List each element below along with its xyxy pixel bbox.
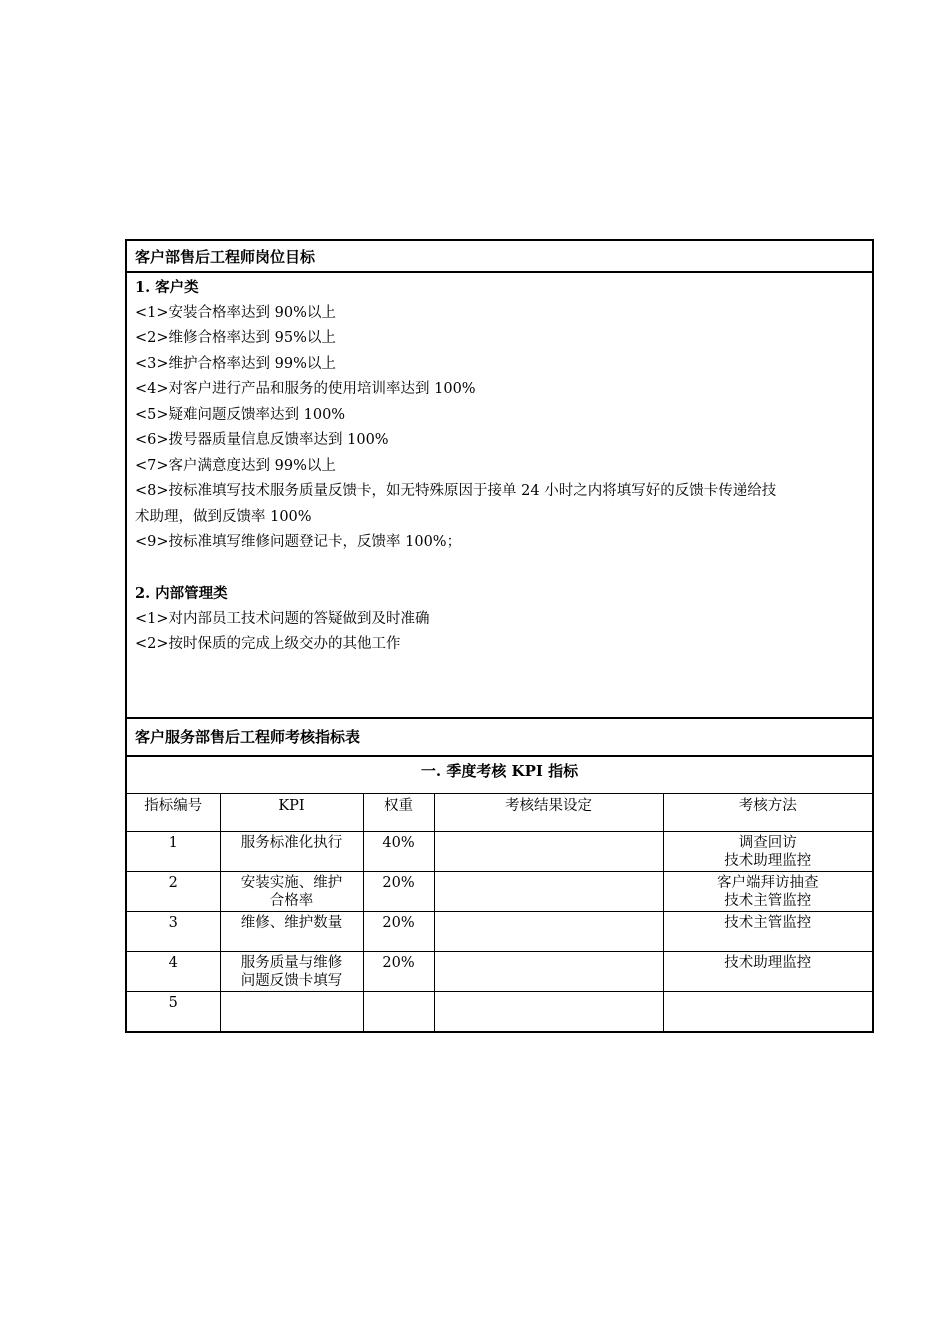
table-row (127, 952, 872, 992)
kpi-section-title: 客户服务部售后工程师考核指标表 (127, 719, 872, 757)
goal-item: <9>按标准填写维修问题登记卡，反馈率 100%； (135, 534, 462, 550)
cell-method (663, 912, 872, 952)
kpi-line: 安装实施、维护 (240, 875, 343, 891)
cell-weight: 20% (363, 912, 434, 952)
spacer (135, 556, 864, 582)
cell-no: 4 (127, 952, 220, 992)
table-row (127, 872, 872, 912)
kpi-line: 合格率 (269, 893, 314, 909)
goals-section (127, 273, 872, 719)
cell-kpi (220, 912, 363, 952)
kpi-table (127, 794, 872, 1031)
cell-no: 5 (127, 992, 220, 1032)
kpi-table-header (127, 794, 872, 832)
quarter-kpi-subtitle: 一. 季度考核 KPI 指标 (127, 757, 872, 794)
goal-item: <1>对内部员工技术问题的答疑做到及时准确 (135, 610, 430, 627)
cell-result (434, 992, 663, 1032)
cell-kpi (220, 992, 363, 1032)
cell-kpi (220, 872, 363, 912)
cell-weight: 40% (363, 832, 434, 872)
cell-kpi (220, 832, 363, 872)
table-row (127, 912, 872, 952)
cell-no: 3 (127, 912, 220, 952)
method-line: 技术助理监控 (724, 955, 812, 971)
cell-kpi (220, 952, 363, 992)
goal-item: <5>疑难问题反馈率达到 100% (135, 406, 346, 423)
cell-no: 1 (127, 832, 220, 872)
kpi-line: 服务标准化执行 (240, 835, 343, 851)
goal-item: <6>拨号器质量信息反馈率达到 100% (135, 432, 389, 448)
table-row (127, 992, 872, 1032)
group-heading-customer: 1. 客户类 (135, 279, 199, 296)
header-cell-result: 考核结果设定 (434, 794, 663, 832)
method-line: 技术主管监控 (724, 915, 812, 931)
goal-item: <2>维修合格率达到 95%以上 (135, 330, 336, 346)
method-line: 调查回访 (738, 835, 797, 851)
method-line: 客户端拜访抽查 (717, 875, 819, 891)
header-cell-weight: 权重 (363, 794, 434, 832)
method-line: 技术主管监控 (724, 893, 812, 909)
cell-method (663, 952, 872, 992)
document-frame (125, 239, 874, 1033)
header-cell-method: 考核方法 (663, 794, 872, 832)
cell-weight: 20% (363, 872, 434, 912)
cell-weight (363, 992, 434, 1032)
table-row (127, 832, 872, 872)
cell-method (663, 992, 872, 1032)
goal-item: <3>维护合格率达到 99%以上 (135, 355, 336, 372)
goals-section-title: 客户部售后工程师岗位目标 (127, 241, 872, 273)
kpi-line: 维修、维护数量 (240, 915, 343, 931)
cell-method (663, 872, 872, 912)
cell-no: 2 (127, 872, 220, 912)
cell-result (434, 872, 663, 912)
goal-item-continuation: 术助理，做到反馈率 100% (135, 508, 312, 525)
group-heading-internal: 2. 内部管理类 (135, 585, 228, 602)
goal-item: <1>安装合格率达到 90%以上 (135, 304, 336, 321)
goal-item: <2>按时保质的完成上级交办的其他工作 (135, 636, 401, 652)
header-cell-no: 指标编号 (127, 794, 220, 832)
goal-item: <8>按标准填写技术服务质量反馈卡，如无特殊原因于接单 24 小时之内将填写好的反馈卡传递给技 (135, 483, 777, 499)
cell-result (434, 952, 663, 992)
goal-item: <4>对客户进行产品和服务的使用培训率达到 100% (135, 381, 476, 397)
kpi-line: 问题反馈卡填写 (240, 973, 343, 989)
cell-weight: 20% (363, 952, 434, 992)
kpi-line: 服务质量与维修 (240, 955, 343, 971)
cell-method (663, 832, 872, 872)
goal-item: <7>客户满意度达到 99%以上 (135, 457, 336, 474)
cell-result (434, 912, 663, 952)
cell-result (434, 832, 663, 872)
header-cell-kpi: KPI (220, 794, 363, 832)
method-line: 技术助理监控 (724, 853, 812, 869)
